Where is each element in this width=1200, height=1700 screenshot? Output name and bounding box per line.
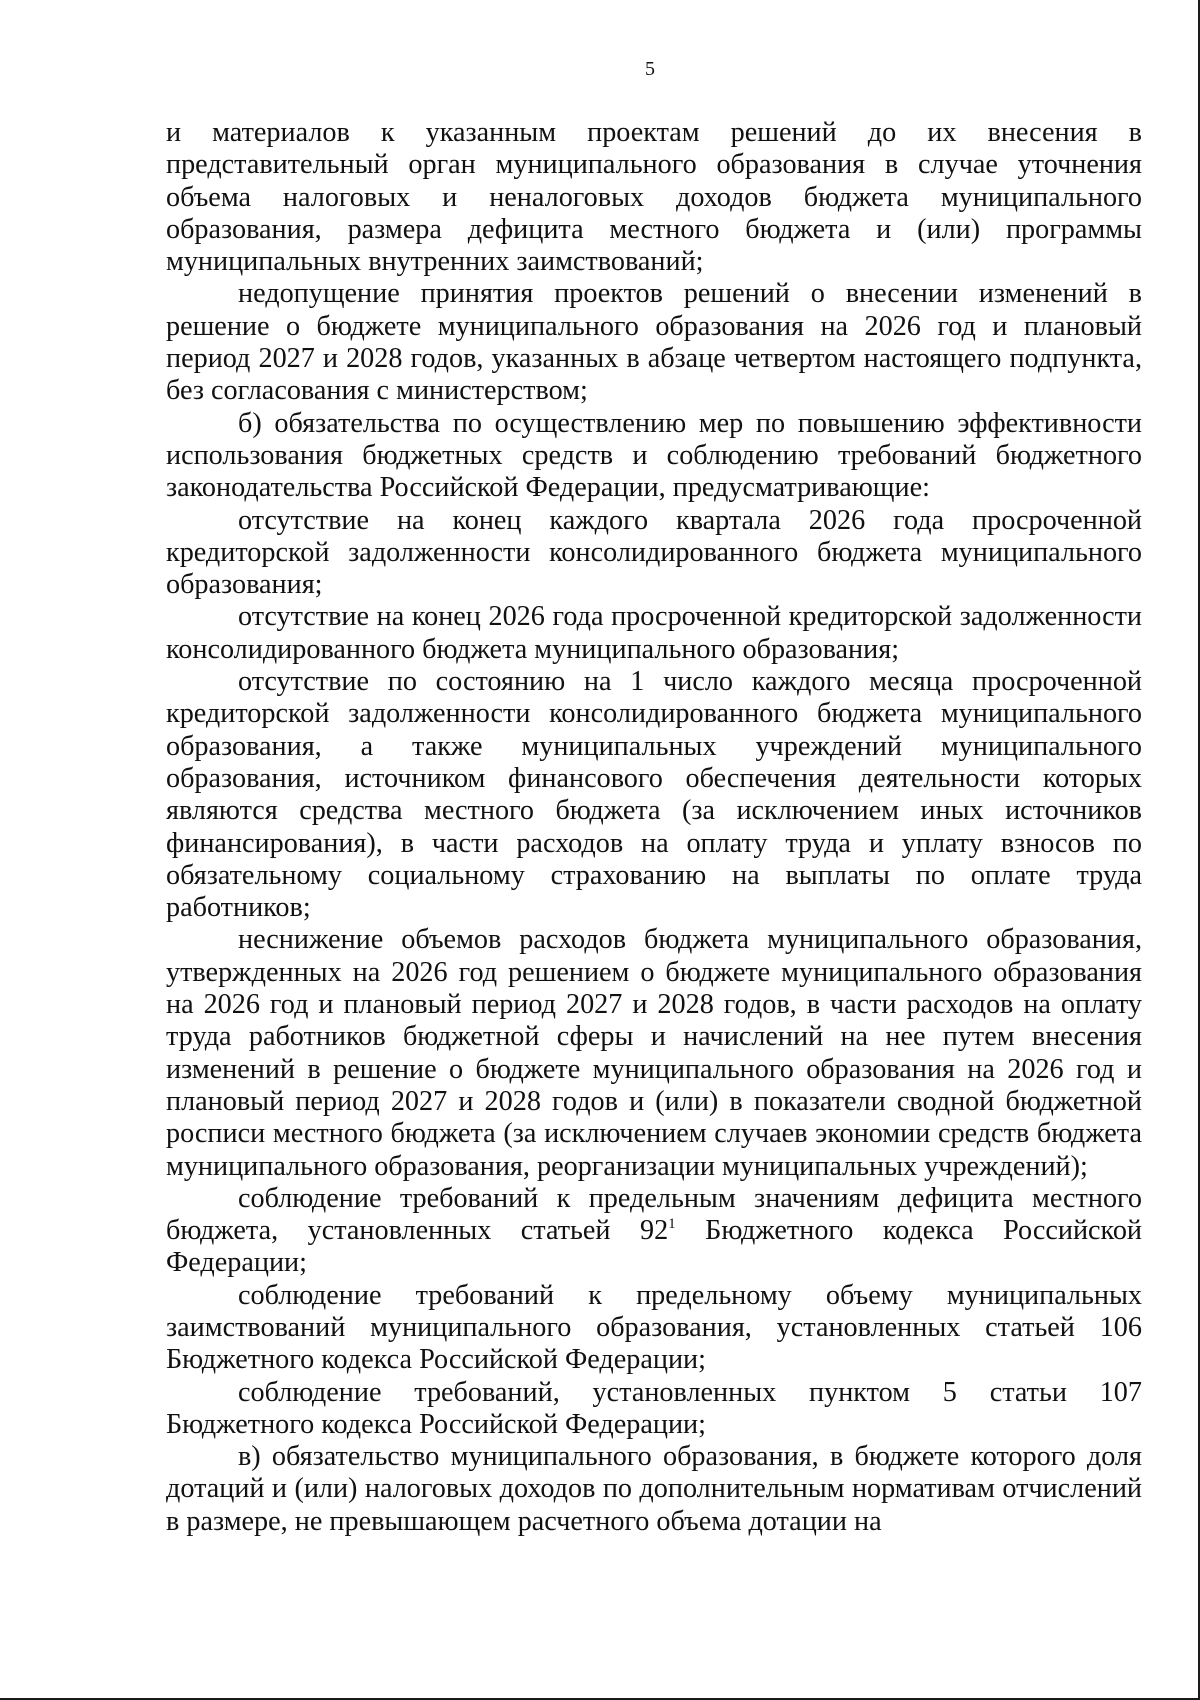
- page-number: 5: [645, 58, 655, 80]
- paragraph: и материалов к указанным проектам решений до их внесения в представительный орган муниципального образования в случае уточнения объема налоговых и неналоговых доходов бюджета муниципального образования, размера дефицита местного бюджета и (или) программы муниципальных внутренних заимствований;: [166, 117, 1142, 278]
- paragraph: отсутствие на конец каждого квартала 2026 года просроченной кредиторской задолженности консолидированного бюджета муниципального образования;: [166, 504, 1142, 601]
- paragraph: отсутствие по состоянию на 1 число каждого месяца просроченной кредиторской задолженности консолидированного бюджета муниципального образования, а также муниципальных учреждений муниципального образования, источником финансового обеспечения деятельности которых являются средства местного бюджета (за исключением иных источников финансирования), в части расходов на оплату труда и уплату взносов по обязательному социальному страхованию на выплаты по оплате труда работников;: [166, 666, 1142, 924]
- paragraph: отсутствие на конец 2026 года просроченной кредиторской задолженности консолидированного бюджета муниципального образования;: [166, 601, 1142, 665]
- footnote-superscript: 1: [668, 1216, 676, 1233]
- paragraph: в) обязательство муниципального образования, в бюджете которого доля дотаций и (или) налоговых доходов по дополнительным нормативам отчислений в размере, не превышающем расчетного объема дотации на: [166, 1441, 1142, 1537]
- paragraph-with-footnote: [166, 1183, 1142, 1280]
- paragraph: недопущение принятия проектов решений о внесении изменений в решение о бюджете муниципального образования на 2026 год и плановый период 2027 и 2028 годов, указанных в абзаце четвертом настоящего подпункта, без согласования с министерством;: [166, 278, 1142, 407]
- paragraph: б) обязательства по осуществлению мер по повышению эффективности использования бюджетных средств и соблюдению требований бюджетного законодательства Российской Федерации, предусматривающие:: [166, 407, 1142, 504]
- paragraph: неснижение объемов расходов бюджета муниципального образования, утвержденных на 2026 год решением о бюджете муниципального образования на 2026 год и плановый период 2027 и 2028 годов, в части расходов на оплату труда работников бюджетной сферы и начислений на нее путем внесения изменений в решение о бюджете муниципального образования на 2026 год и плановый период 2027 и 2028 годов и (или) в показатели сводной бюджетной росписи местного бюджета (за исключением случаев экономии средств бюджета муниципального образования, реорганизации муниципальных учреждений);: [166, 924, 1142, 1182]
- paragraph-text-after-footnote: Бюджетного кодекса Российской Федерации;: [166, 1215, 1142, 1279]
- document-body: [166, 117, 1142, 1538]
- paragraph: соблюдение требований, установленных пунктом 5 статьи 107 Бюджетного кодекса Российской Федерации;: [166, 1376, 1142, 1440]
- paragraph-text-before-footnote: соблюдение требований к предельным значениям дефицита местного бюджета, установленных статьей 92: [166, 1182, 1142, 1247]
- paragraph: соблюдение требований к предельному объему муниципальных заимствований муниципального образования, установленных статьей 106 Бюджетного кодекса Российской Федерации;: [166, 1279, 1142, 1376]
